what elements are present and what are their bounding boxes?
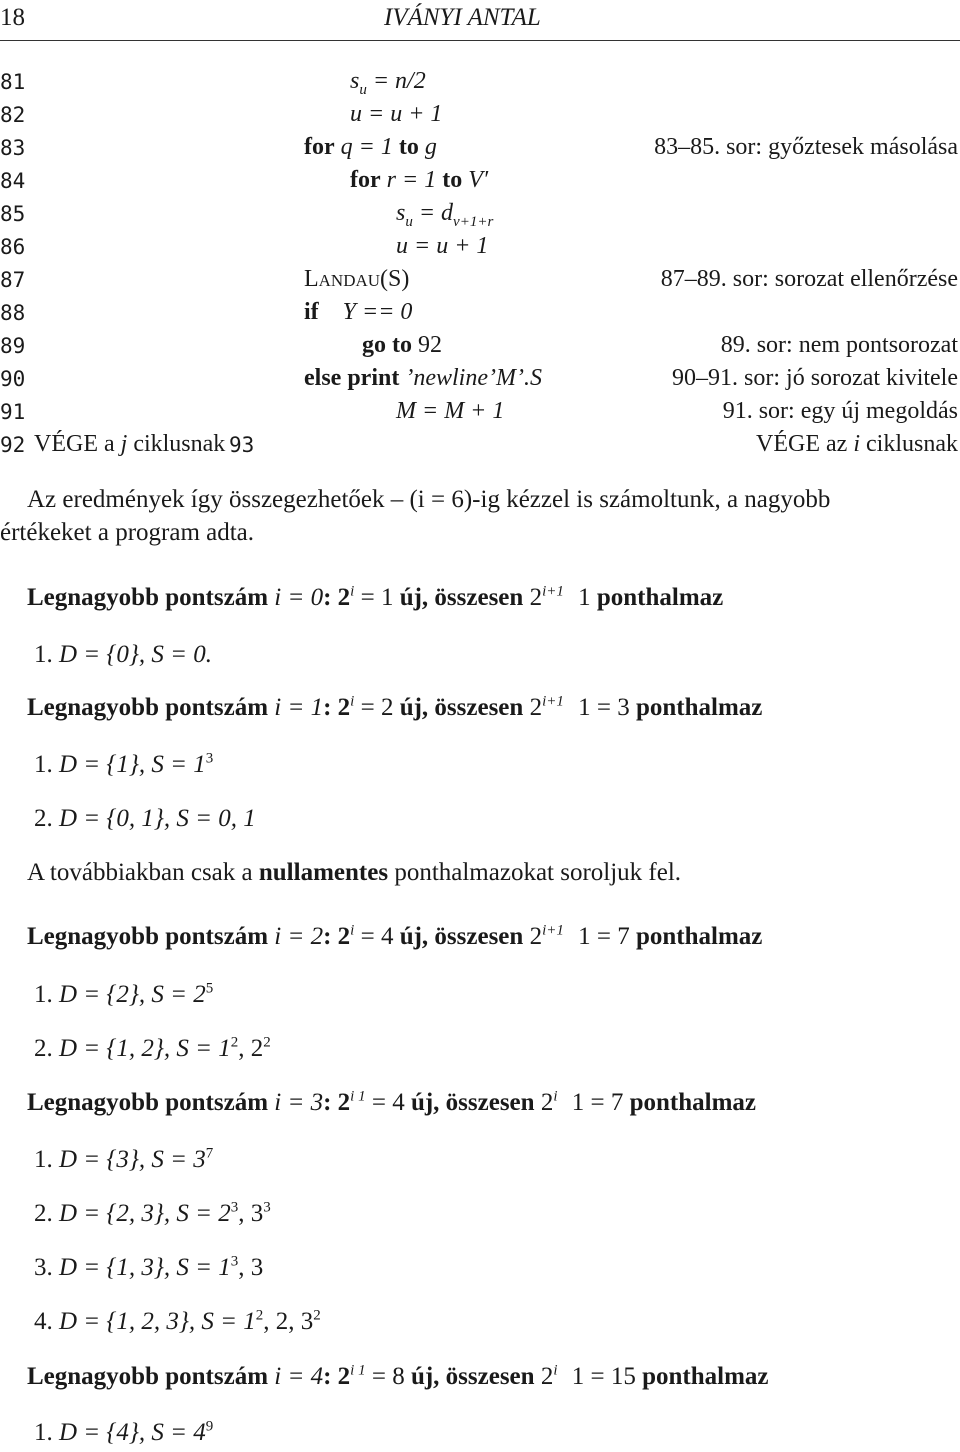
superscript: 3 (230, 1253, 239, 1270)
line-number-93: 93 (229, 433, 255, 457)
code-comment: 91. sor: egy új megoldás (722, 398, 958, 424)
superscript: i (553, 1088, 558, 1105)
text: Legnagyobb pontszám (27, 584, 275, 611)
keyword-to: to (398, 134, 419, 160)
math: i = 3 (274, 1089, 324, 1116)
code-line-87 (304, 266, 409, 293)
text: : 2 (323, 1089, 351, 1116)
item-math: D = {1, 2, 3}, S = 1 (59, 1308, 256, 1335)
math: = 4 (354, 923, 400, 950)
superscript: i (350, 922, 355, 939)
var-i: i (853, 431, 861, 457)
section-heading (27, 923, 762, 951)
line-number: 85 (0, 202, 26, 226)
math: i = 0 (274, 584, 324, 611)
item-math: D = {3}, S = 3 (59, 1146, 206, 1173)
var-s: s (396, 200, 406, 226)
code-comment: 89. sor: nem pontsorozat (720, 332, 958, 358)
keyword-for: for (304, 134, 335, 160)
text: ponthalmaz (635, 694, 763, 721)
expr: Y == 0 (342, 299, 413, 325)
text: : 2 (323, 1363, 351, 1390)
code-line-86: u = u + 1 (396, 233, 489, 259)
item-number: 4. (34, 1308, 53, 1335)
list-item (34, 1254, 263, 1282)
item-math: , 3 (238, 1254, 264, 1281)
math: i = 1 (274, 694, 324, 721)
superscript: i (350, 693, 355, 710)
list-item (34, 1419, 213, 1447)
code-line-90 (304, 365, 542, 392)
math: 1 = 7 (565, 1089, 630, 1116)
expr: g (424, 134, 437, 160)
item-number: 1. (34, 981, 53, 1008)
text: ponthalmaz (642, 1363, 769, 1390)
text: : 2 (323, 584, 351, 611)
math: 2 (529, 584, 543, 611)
note-line (27, 859, 681, 887)
sub-u: u (405, 213, 413, 230)
text: új, összesen (399, 694, 530, 721)
line-number: 90 (0, 367, 26, 391)
section-heading (27, 1089, 756, 1117)
text: ciklusnak (860, 431, 958, 457)
section-heading (27, 694, 762, 722)
math: 2 (540, 1363, 554, 1390)
superscript: i+1 (542, 583, 564, 600)
code-line-85 (396, 200, 494, 230)
code-comment: 87–89. sor: sorozat ellenőrzése (660, 266, 958, 292)
text: új, összesen (410, 1089, 541, 1116)
line-number: 88 (0, 301, 26, 325)
var-j: j (120, 431, 128, 457)
superscript: i 1 (350, 1088, 366, 1105)
superscript: 3 (263, 1199, 271, 1216)
line-number: 89 (0, 334, 26, 358)
list-item (34, 1035, 271, 1063)
math: = 8 (365, 1363, 411, 1390)
page-number: 18 (0, 4, 25, 31)
math: 2 (540, 1089, 554, 1116)
keyword-to: to (442, 167, 463, 193)
text: új, összesen (399, 584, 530, 611)
item-math: D = {2}, S = 2 (59, 981, 206, 1008)
list-item (34, 641, 212, 669)
header-rule (0, 40, 960, 41)
math: 2 (529, 923, 543, 950)
code-line-83 (304, 134, 437, 161)
text: VÉGE az (756, 431, 854, 457)
expr: = n/2 (366, 68, 426, 94)
text: ponthalmaz (635, 923, 763, 950)
item-math: D = {1, 2}, S = 1 (59, 1035, 231, 1062)
code-line-82: u = u + 1 (350, 101, 443, 127)
line-number: 83 (0, 136, 26, 160)
superscript: i (553, 1362, 558, 1379)
text: Legnagyobb pontszám (27, 694, 275, 721)
item-number: 1. (34, 1146, 53, 1173)
item-number: 1. (34, 641, 53, 668)
paragraph-line: Az eredmények így összegezhetőek – (i = 6)-ig kézzel is számoltunk, a nagyobb (27, 486, 831, 513)
keyword-if: if (304, 299, 319, 325)
text: Legnagyobb pontszám (27, 1089, 275, 1116)
math: i = 4 (274, 1363, 324, 1390)
item-number: 2. (34, 1035, 53, 1062)
item-number: 1. (34, 751, 53, 778)
expr: q = 1 (340, 134, 393, 160)
item-math: , 3 (238, 1200, 264, 1227)
text: új, összesen (410, 1363, 541, 1390)
superscript: i 1 (350, 1362, 366, 1379)
superscript: 3 (205, 750, 214, 767)
superscript: 2 (313, 1307, 321, 1324)
keyword-else-print: else print (304, 365, 400, 391)
math: 1 = 7 (571, 923, 636, 950)
sub-index: v+1+r (453, 213, 494, 230)
keyword-for: for (350, 167, 381, 193)
line-number: 92 (0, 433, 26, 457)
text: ponthalmaz (596, 584, 724, 611)
expr: r = 1 (386, 167, 437, 193)
line-number: 91 (0, 400, 26, 424)
math: i = 2 (274, 923, 324, 950)
procedure-name: Landau (304, 266, 381, 292)
superscript: i+1 (542, 693, 564, 710)
superscript: 7 (205, 1145, 214, 1162)
text: ciklusnak (127, 431, 226, 457)
item-math: , 2, 3 (263, 1308, 314, 1335)
text: Legnagyobb pontszám (27, 923, 275, 950)
item-math: D = {1, 3}, S = 1 (59, 1254, 231, 1281)
item-number: 3. (34, 1254, 53, 1281)
math: = 4 (365, 1089, 411, 1116)
math: 2 (529, 694, 543, 721)
line-number: 81 (0, 70, 26, 94)
code-comment: 83–85. sor: győztesek másolása (654, 134, 958, 160)
math: 1 (571, 584, 597, 611)
list-item (34, 1200, 271, 1228)
list-item (34, 981, 213, 1009)
text: Legnagyobb pontszám (27, 1363, 275, 1390)
code-line-84 (350, 167, 488, 194)
superscript: 2 (230, 1034, 239, 1051)
list-item (34, 1308, 321, 1336)
item-math: D = {2, 3}, S = 2 (59, 1200, 231, 1227)
item-math: D = {4}, S = 4 (59, 1419, 206, 1446)
line-number: 86 (0, 235, 26, 259)
procedure-arg: (S) (380, 266, 410, 292)
code-line-81 (350, 68, 426, 98)
superscript: 2 (255, 1307, 264, 1324)
keyword-goto: go to (362, 332, 412, 358)
item-math: D = {1}, S = 1 (59, 751, 206, 778)
item-math: D = {0}, S = 0. (59, 641, 213, 668)
text: : 2 (323, 694, 351, 721)
text: ponthalmazokat soroljuk fel. (388, 859, 682, 886)
superscript: i (350, 583, 355, 600)
code-line-91: M = M + 1 (396, 398, 505, 424)
code-line-93-text (756, 431, 958, 458)
expr: 92 (418, 332, 442, 358)
text: VÉGE a (34, 431, 121, 457)
item-math: , 2 (238, 1035, 264, 1062)
running-head-author: IVÁNYI ANTAL (384, 4, 541, 31)
item-number: 2. (34, 805, 53, 832)
item-number: 1. (34, 1419, 53, 1446)
expr: V′ (468, 167, 489, 193)
sub-u: u (359, 81, 367, 98)
text: új, összesen (399, 923, 530, 950)
superscript: 2 (263, 1034, 271, 1051)
list-item (34, 751, 213, 779)
line-number: 82 (0, 103, 26, 127)
text: A továbbiakban csak a (27, 859, 259, 886)
superscript: 9 (205, 1418, 214, 1435)
math: 1 = 3 (571, 694, 636, 721)
var-s: s (350, 68, 360, 94)
superscript: i+1 (542, 922, 564, 939)
code-line-89 (362, 332, 442, 359)
section-heading (27, 584, 723, 612)
code-line-92 (34, 431, 225, 458)
superscript: 5 (205, 980, 214, 997)
math: 1 = 15 (565, 1363, 643, 1390)
line-number: 84 (0, 169, 26, 193)
list-item (34, 1146, 213, 1174)
paragraph-line: értékeket a program adta. (0, 519, 255, 546)
text: : 2 (323, 923, 351, 950)
math: = 1 (354, 584, 400, 611)
code-comment: 90–91. sor: jó sorozat kivitele (672, 365, 958, 391)
emphasis: nullamentes (258, 859, 389, 886)
expr: = d (412, 200, 454, 226)
item-math: D = {0, 1}, S = 0, 1 (59, 805, 256, 832)
item-number: 2. (34, 1200, 53, 1227)
line-number: 87 (0, 268, 26, 292)
expr: ’newline’M’.S (405, 365, 542, 391)
text: ponthalmaz (629, 1089, 756, 1116)
math: = 2 (354, 694, 400, 721)
code-line-88 (304, 299, 412, 326)
superscript: 3 (230, 1199, 239, 1216)
section-heading (27, 1363, 769, 1391)
list-item (34, 805, 256, 833)
